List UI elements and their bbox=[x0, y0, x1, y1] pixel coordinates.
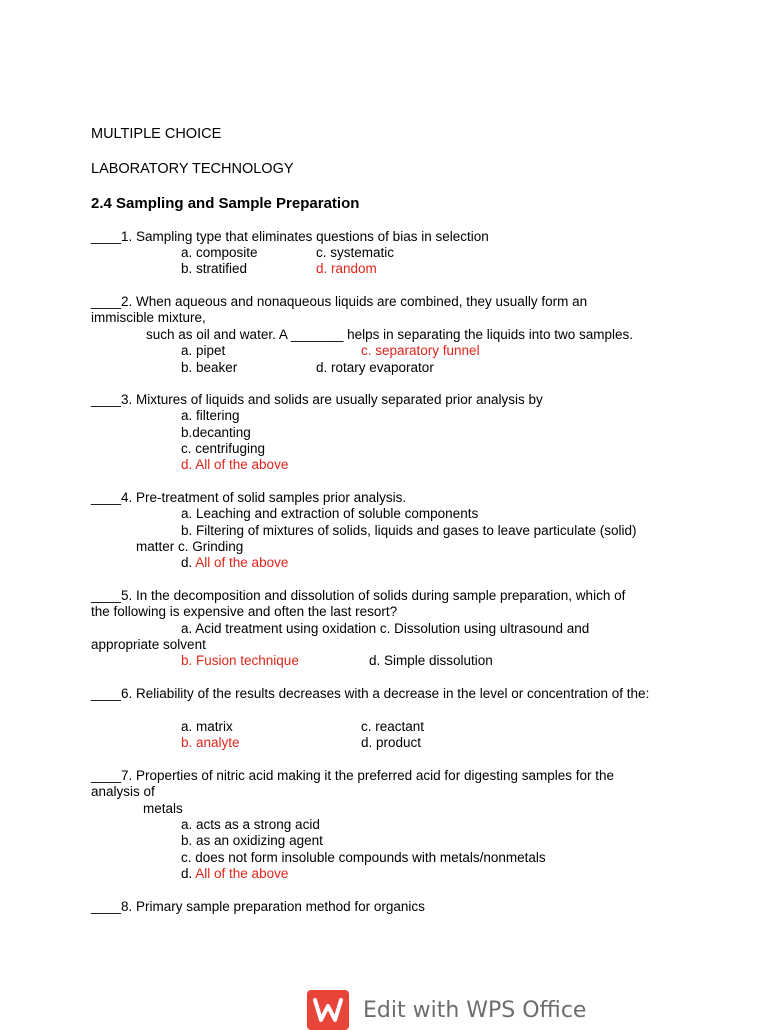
q5-stem-line2: the following is expensive and often the last resort? bbox=[91, 604, 398, 619]
wps-edit-label[interactable]: Edit with WPS Office bbox=[363, 997, 587, 1023]
q4-option-d-label: d. bbox=[181, 555, 193, 570]
q7-option-d bbox=[181, 866, 288, 882]
q1-option-d-answer: d. random bbox=[316, 261, 377, 276]
q5-option-c-continued: appropriate solvent bbox=[91, 637, 206, 652]
q1-option-b: b. stratified bbox=[181, 261, 248, 276]
q3-option-d-answer: d. All of the above bbox=[181, 457, 289, 472]
q4-stem: ____4. Pre-treatment of solid samples prior analysis. bbox=[91, 490, 407, 505]
q4-option-d bbox=[181, 555, 288, 571]
subject-heading: LABORATORY TECHNOLOGY bbox=[91, 161, 294, 177]
q6-option-d: d. product bbox=[361, 735, 422, 750]
q1-stem: ____1. Sampling type that eliminates questions of bias in selection bbox=[91, 229, 489, 244]
q2-stem-line3: such as oil and water. A _______ helps in separating the liquids into two samples. bbox=[146, 327, 634, 342]
q6-option-a: a. matrix bbox=[181, 719, 233, 734]
q7-stem-line3: metals bbox=[143, 801, 183, 816]
q5-option-b-answer: b. Fusion technique bbox=[181, 653, 299, 668]
q1-option-c: c. systematic bbox=[316, 245, 395, 260]
section-heading: 2.4 Sampling and Sample Preparation bbox=[91, 195, 360, 212]
q7-option-c: c. does not form insoluble compounds with metals/nonmetals bbox=[181, 850, 546, 865]
q3-option-a: a. filtering bbox=[181, 408, 240, 423]
q2-stem-line1: ____2. When aqueous and nonaqueous liquids are combined, they usually form an bbox=[91, 294, 588, 309]
q4-option-d-answer: All of the above bbox=[195, 555, 289, 570]
q3-option-c: c. centrifuging bbox=[181, 441, 266, 456]
q1-option-a: a. composite bbox=[181, 245, 258, 260]
wps-logo-icon bbox=[307, 990, 349, 1030]
q7-stem-line1: ____7. Properties of nitric acid making it the preferred acid for digesting samples for the bbox=[91, 768, 615, 783]
q2-option-c-answer: c. separatory funnel bbox=[361, 343, 480, 358]
wps-watermark[interactable] bbox=[307, 990, 586, 1030]
q6-option-b-answer: b. analyte bbox=[181, 735, 240, 750]
doc-type-heading: MULTIPLE CHOICE bbox=[91, 126, 222, 142]
q5-option-a-c: a. Acid treatment using oxidation c. Dissolution using ultrasound and bbox=[181, 621, 590, 636]
q7-option-d-label: d. bbox=[181, 866, 193, 881]
q7-stem-line2: analysis of bbox=[91, 784, 155, 799]
q4-option-a: a. Leaching and extraction of soluble components bbox=[181, 506, 479, 521]
q4-option-b: b. Filtering of mixtures of solids, liquids and gases to leave particulate (solid) bbox=[181, 523, 637, 538]
q3-option-b: b.decanting bbox=[181, 425, 251, 440]
q7-option-d-answer: All of the above bbox=[195, 866, 289, 881]
q4-option-c: matter c. Grinding bbox=[136, 539, 244, 554]
q2-option-d: d. rotary evaporator bbox=[316, 360, 434, 375]
q3-stem: ____3. Mixtures of liquids and solids are usually separated prior analysis by bbox=[91, 392, 543, 407]
q2-option-b: b. beaker bbox=[181, 360, 238, 375]
q2-option-a: a. pipet bbox=[181, 343, 226, 358]
q5-option-d: d. Simple dissolution bbox=[369, 653, 493, 668]
q7-option-b: b. as an oxidizing agent bbox=[181, 833, 323, 848]
q7-option-a: a. acts as a strong acid bbox=[181, 817, 320, 832]
q5-stem-line1: ____5. In the decomposition and dissolution of solids during sample preparation, which of bbox=[91, 588, 626, 603]
q6-stem: ____6. Reliability of the results decreases with a decrease in the level or concentration of the: bbox=[91, 686, 650, 701]
q2-stem-line2: immiscible mixture, bbox=[91, 310, 206, 325]
q6-option-c: c. reactant bbox=[361, 719, 425, 734]
q8-stem: ____8. Primary sample preparation method for organics bbox=[91, 899, 425, 914]
